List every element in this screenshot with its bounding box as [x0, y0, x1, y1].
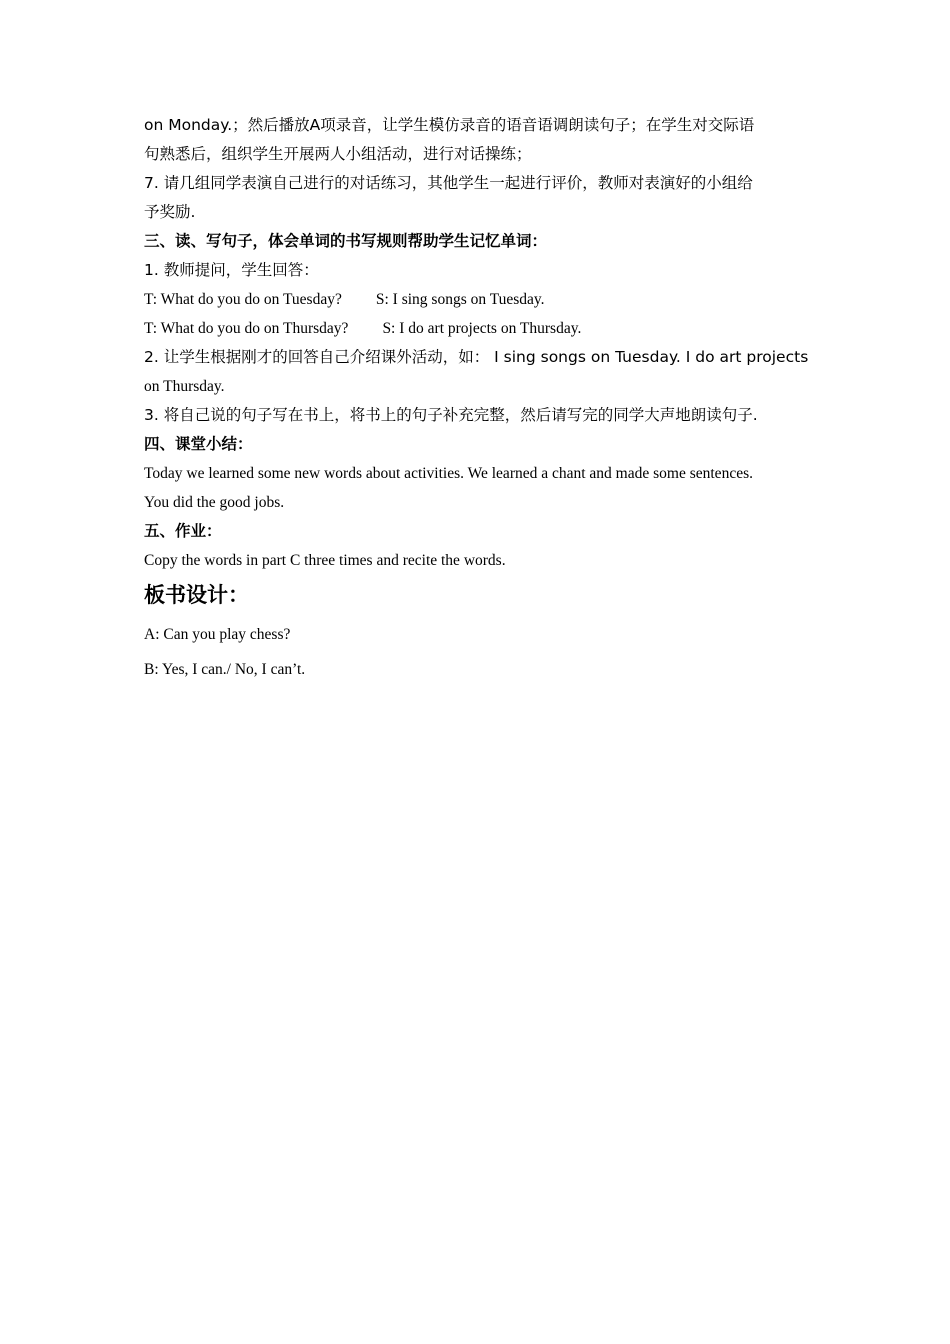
board-line: B: Yes, I can./ No, I can’t. — [144, 661, 306, 678]
section-heading-homework: 五、作业： — [144, 522, 222, 540]
board-line: A: Can you play chess? — [144, 626, 291, 643]
homework-line: Copy the words in part C three times and recite the words. — [144, 552, 506, 569]
teacher-question: T: What do you do on Tuesday? — [144, 291, 342, 308]
student-answer: S: I sing songs on Tuesday. — [375, 291, 545, 308]
document-page — [144, 111, 810, 687]
paragraph-line: 予奖励. — [144, 203, 196, 221]
paragraph-line: 句熟悉后，组织学生开展两人小组活动，进行对话操练； — [144, 145, 532, 163]
board-design-heading: 板书设计： — [144, 583, 249, 607]
paragraph-line: 7. 请几组同学表演自己进行的对话练习，其他学生一起进行评价，教师对表演好的小组给 — [144, 174, 753, 192]
section-heading-summary: 四、课堂小结： — [144, 435, 253, 453]
step-line: 3. 将自己说的句子写在书上，将书上的句子补充完整，然后请写完的同学大声地朗读句子. — [144, 406, 758, 424]
summary-line: Today we learned some new words about activities. We learned a chant and made some sentences. — [144, 465, 753, 482]
step-line: 2. 让学生根据刚才的回答自己介绍课外活动，如： I sing songs on Tuesday. I do art projects — [144, 348, 809, 366]
summary-line: You did the good jobs. — [144, 494, 285, 511]
step-line: on Thursday. — [144, 378, 225, 395]
paragraph-line: on Monday.；然后播放A项录音，让学生模仿录音的语音语调朗读句子；在学生对交际语 — [144, 116, 755, 134]
dialogue-line — [144, 285, 810, 314]
section-heading-read-write: 三、读、写句子，体会单词的书写规则帮助学生记忆单词： — [144, 232, 548, 250]
step-line: 1. 教师提问，学生回答： — [144, 261, 319, 279]
student-answer: S: I do art projects on Thursday. — [382, 320, 582, 337]
teacher-question: T: What do you do on Thursday? — [144, 320, 349, 337]
dialogue-line — [144, 314, 810, 343]
